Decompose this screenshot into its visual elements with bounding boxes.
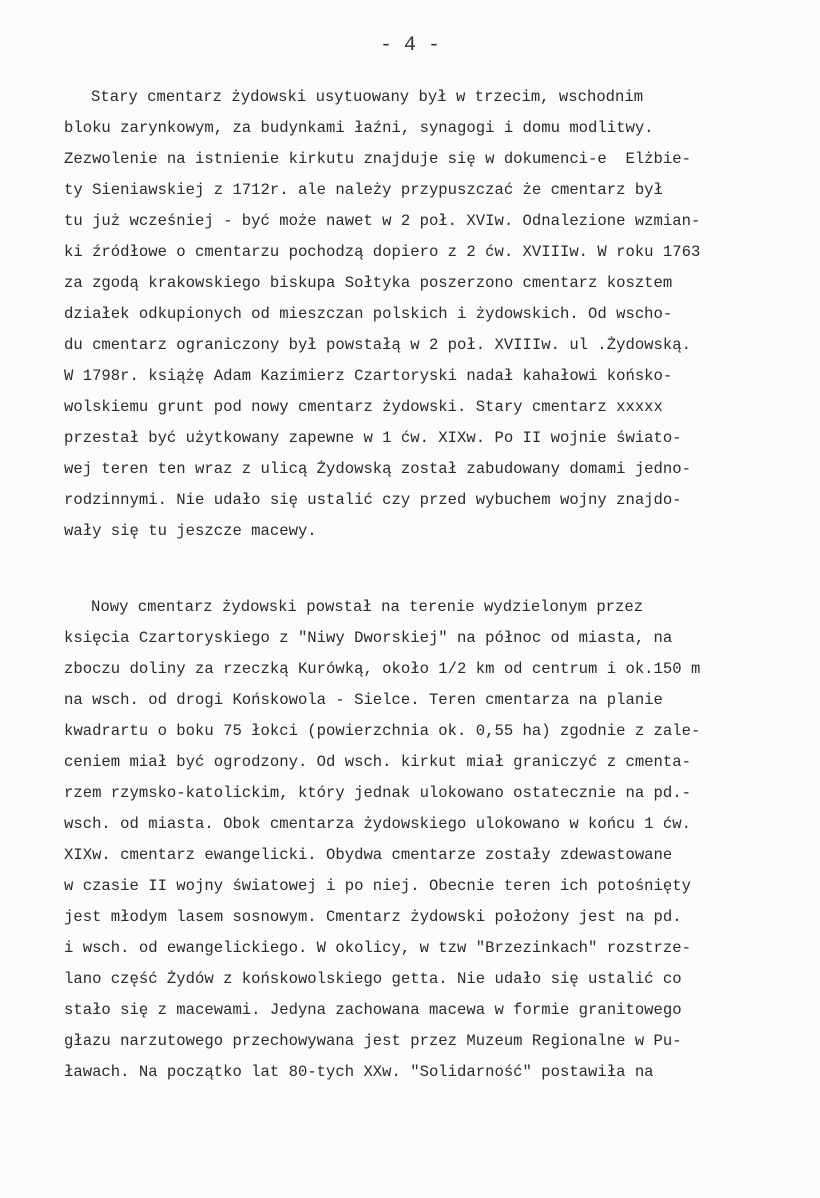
text-line: wolskiemu grunt pod nowy cmentarz żydowski. Stary cmentarz xxxxx (64, 398, 663, 416)
text-line: stało się z macewami. Jedyna zachowana macewa w formie granitowego (64, 1001, 682, 1019)
text-line: ceniem miał być ogrodzony. Od wsch. kirkut miał graniczyć z cmenta- (64, 753, 691, 771)
text-line: lano część Żydów z końskowolskiego getta. Nie udało się ustalić co (64, 970, 682, 988)
text-line: Stary cmentarz żydowski usytuowany był w trzecim, wschodnim (91, 88, 644, 106)
page-number: - 4 - (379, 34, 440, 57)
text-line: za zgodą krakowskiego biskupa Sołtyka poszerzono cmentarz kosztem (64, 274, 673, 292)
text-line: wej teren ten wraz z ulicą Żydowską został zabudowany domami jedno- (64, 460, 691, 478)
text-line: W 1798r. książę Adam Kazimierz Czartoryski nadał kahałowi końsko- (64, 367, 673, 385)
text-line: na wsch. od drogi Końskowola - Sielce. Teren cmentarza na planie (64, 691, 663, 709)
text-line: ty Sieniawskiej z 1712r. ale należy przypuszczać że cmentarz był (64, 181, 663, 199)
text-line: Nowy cmentarz żydowski powstał na terenie wydzielonym przez (91, 598, 644, 616)
text-line: ki źródłowe o cmentarzu pochodzą dopiero z 2 ćw. XVIIIw. W roku 1763 (64, 243, 701, 261)
text-line: Zezwolenie na istnienie kirkutu znajduje się w dokumenci-e Elżbie- (64, 150, 691, 168)
text-line: rzem rzymsko-katolickim, który jednak ulokowano ostatecznie na pd.- (64, 784, 691, 802)
text-line: w czasie II wojny światowej i po niej. Obecnie teren ich potośnięty (64, 877, 691, 895)
text-line: działek odkupionych od mieszczan polskich i żydowskich. Od wscho- (64, 305, 673, 323)
text-line: XIXw. cmentarz ewangelicki. Obydwa cmentarze zostały zdewastowane (64, 846, 673, 864)
text-line: głazu narzutowego przechowywana jest przez Muzeum Regionalne w Pu- (64, 1032, 682, 1050)
text-line: przestał być użytkowany zapewne w 1 ćw. XIXw. Po II wojnie świato- (64, 429, 682, 447)
text-line: bloku zarynkowym, za budynkami łaźni, synagogi i domu modlitwy. (64, 119, 654, 137)
text-line: wsch. od miasta. Obok cmentarza żydowskiego ulokowano w końcu 1 ćw. (64, 815, 691, 833)
text-line: tu już wcześniej - być może nawet w 2 poł. XVIw. Odnalezione wzmian- (64, 212, 701, 230)
text-line: du cmentarz ograniczony był powstałą w 2 poł. XVIIIw. ul .Żydowską. (64, 336, 691, 354)
text-line: zboczu doliny za rzeczką Kurówką, około 1/2 km od centrum i ok.150 m (64, 660, 701, 678)
text-line: rodzinnymi. Nie udało się ustalić czy przed wybuchem wojny znajdo- (64, 491, 682, 509)
text-line: ławach. Na początko lat 80-tych XXw. "Solidarność" postawiła na (64, 1063, 654, 1081)
text-line: kwadrartu o boku 75 łokci (powierzchnia ok. 0,55 ha) zgodnie z zale- (64, 722, 701, 740)
text-line: wały się tu jeszcze macewy. (64, 522, 317, 540)
text-line: i wsch. od ewangelickiego. W okolicy, w tzw "Brzezinkach" rozstrze- (64, 939, 691, 957)
text-line: jest młodym lasem sosnowym. Cmentarz żydowski położony jest na pd. (64, 908, 682, 926)
text-line: księcia Czartoryskiego z "Niwy Dworskiej" na północ od miasta, na (64, 629, 673, 647)
